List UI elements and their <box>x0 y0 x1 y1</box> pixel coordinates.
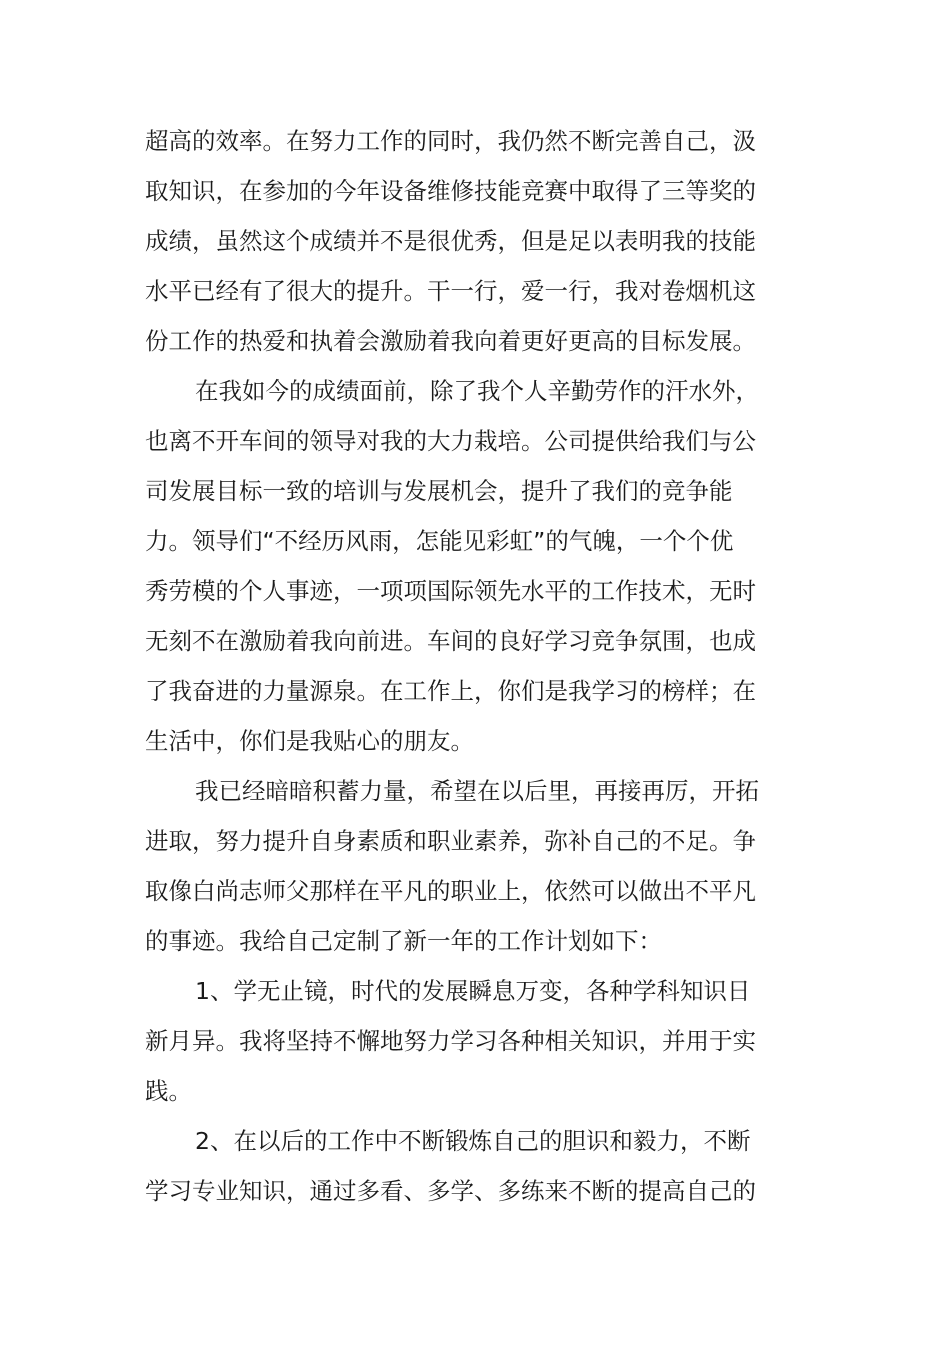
paragraph-line: 1、学无止镜，时代的发展瞬息万变，各种学科知识日 <box>195 977 751 1005</box>
paragraph-line: 在我如今的成绩面前，除了我个人辛勤劳作的汗水外， <box>195 377 759 405</box>
paragraph-line: 取像白尚志师父那样在平凡的职业上，依然可以做出不平凡 <box>145 877 756 905</box>
paragraph-line: 份工作的热爱和执着会激励着我向着更好更高的目标发展。 <box>145 327 756 355</box>
paragraph-line: 水平已经有了很大的提升。干一行，爱一行，我对卷烟机这 <box>145 277 756 305</box>
paragraph-line: 了我奋进的力量源泉。在工作上，你们是我学习的榜样；在 <box>145 677 756 705</box>
paragraph-line: 我已经暗暗积蓄力量，希望在以后里，再接再厉，开拓 <box>195 777 759 805</box>
paragraph-line: 也离不开车间的领导对我的大力栽培。公司提供给我们与公 <box>145 427 756 455</box>
paragraph-line: 司发展目标一致的培训与发展机会，提升了我们的竞争能 <box>145 477 733 505</box>
paragraph-line: 超高的效率。在努力工作的同时，我仍然不断完善自己，汲 <box>145 127 756 155</box>
paragraph-line: 学习专业知识，通过多看、多学、多练来不断的提高自己的 <box>145 1177 756 1205</box>
paragraph-line: 力。领导们“不经历风雨，怎能见彩虹”的气魄，一个个优 <box>145 527 734 555</box>
paragraph-line: 成绩，虽然这个成绩并不是很优秀，但是足以表明我的技能 <box>145 227 756 255</box>
paragraph-line: 新月异。我将坚持不懈地努力学习各种相关知识，并用于实 <box>145 1027 756 1055</box>
paragraph-line: 的事迹。我给自己定制了新一年的工作计划如下： <box>145 927 662 955</box>
paragraph-line: 无刻不在激励着我向前进。车间的良好学习竞争氛围，也成 <box>145 627 756 655</box>
paragraph-line: 秀劳模的个人事迹，一项项国际领先水平的工作技术，无时 <box>145 577 756 605</box>
paragraph-line: 取知识，在参加的今年设备维修技能竞赛中取得了三等奖的 <box>145 177 756 205</box>
paragraph-line: 进取，努力提升自身素质和职业素养，弥补自己的不足。争 <box>145 827 756 855</box>
paragraph-line: 践。 <box>145 1077 192 1105</box>
paragraph-line: 生活中，你们是我贴心的朋友。 <box>145 727 474 755</box>
paragraph-line: 2、在以后的工作中不断锻炼自己的胆识和毅力，不断 <box>195 1127 751 1155</box>
